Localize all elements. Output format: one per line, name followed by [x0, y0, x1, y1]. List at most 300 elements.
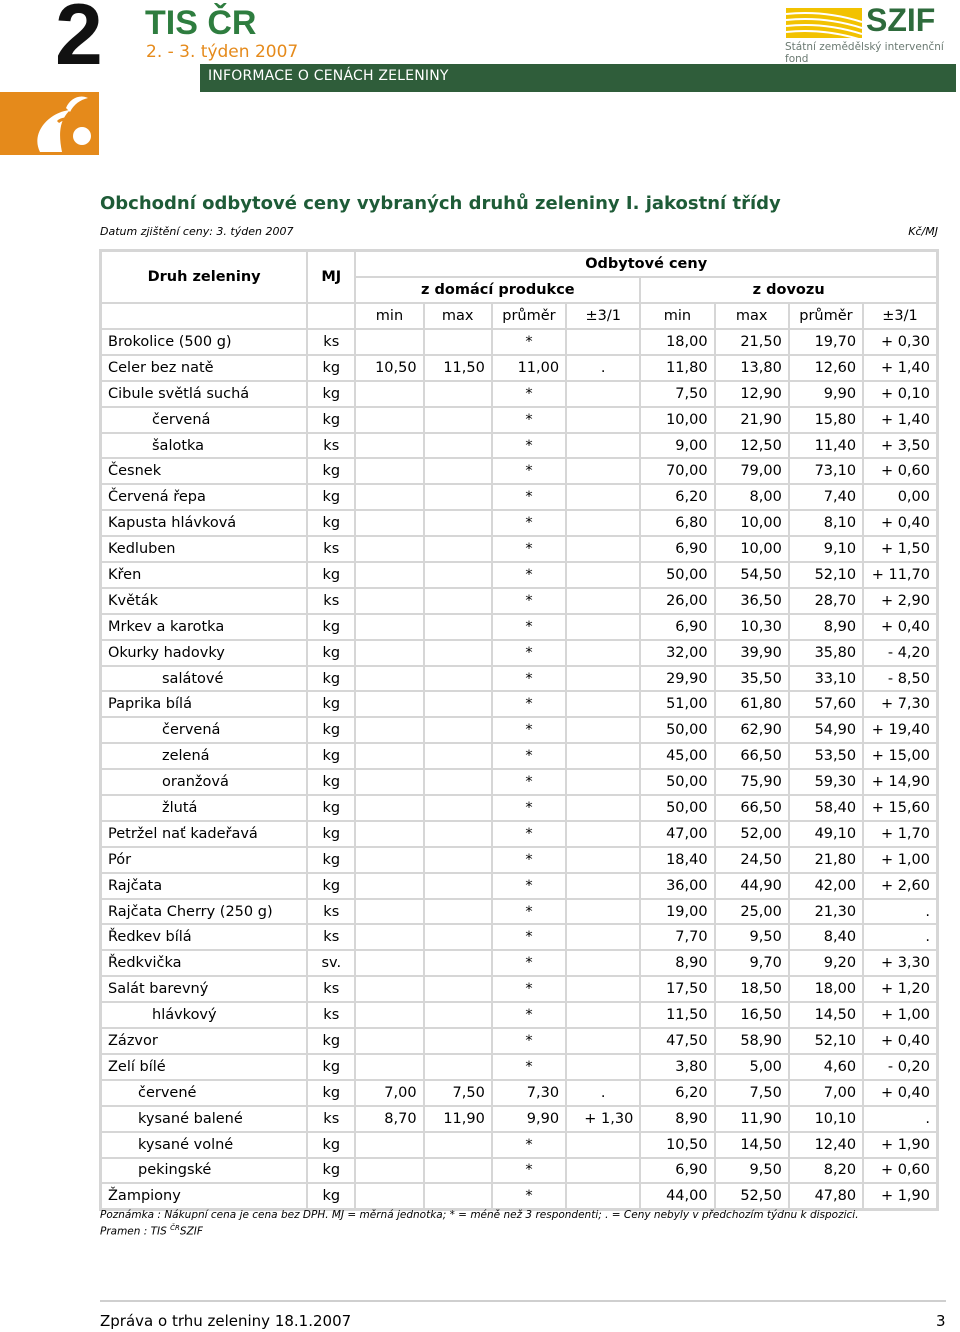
d-diff-cell	[566, 1183, 640, 1209]
d-max-cell: 11,90	[424, 1106, 492, 1132]
d-min-cell	[355, 407, 423, 433]
d-min-cell	[355, 614, 423, 640]
i-max-cell: 36,50	[715, 588, 789, 614]
table-row	[101, 795, 938, 821]
table-row	[101, 458, 938, 484]
vegetable-name: Křen	[101, 562, 308, 588]
d-diff-cell	[566, 588, 640, 614]
d-avg-cell: *	[492, 691, 566, 717]
i-min-cell: 6,90	[640, 536, 714, 562]
d-diff-cell	[566, 614, 640, 640]
i-diff-cell: + 1,90	[863, 1183, 937, 1209]
table-row	[101, 1028, 938, 1054]
i-max-cell: 35,50	[715, 666, 789, 692]
d-avg-cell: *	[492, 847, 566, 873]
i-min-cell: 3,80	[640, 1054, 714, 1080]
i-min-cell: 26,00	[640, 588, 714, 614]
d-avg-cell: *	[492, 407, 566, 433]
d-min-cell	[355, 329, 423, 355]
i-avg-cell: 28,70	[789, 588, 863, 614]
vegetable-name: Kapusta hlávková	[101, 510, 308, 536]
i-avg-cell: 49,10	[789, 821, 863, 847]
i-min-cell: 11,80	[640, 355, 714, 381]
d-max-cell	[424, 588, 492, 614]
section-band	[200, 64, 956, 92]
d-avg-cell: *	[492, 614, 566, 640]
source-line	[100, 1222, 859, 1239]
i-avg-cell: 11,40	[789, 433, 863, 459]
unit-cell: kg	[307, 717, 355, 743]
table-row	[101, 640, 938, 666]
d-max-cell	[424, 1158, 492, 1184]
d-avg-cell: *	[492, 1002, 566, 1028]
vegetable-name: Žampiony	[101, 1183, 308, 1209]
vegetable-name: Květák	[101, 588, 308, 614]
i-diff-cell: - 4,20	[863, 640, 937, 666]
i-avg-cell: 9,20	[789, 950, 863, 976]
footer-divider	[100, 1300, 946, 1302]
unit-cell: ks	[307, 588, 355, 614]
d-min-cell: 7,00	[355, 1080, 423, 1106]
i-avg-cell: 12,40	[789, 1132, 863, 1158]
d-diff-cell	[566, 407, 640, 433]
unit-cell: kg	[307, 691, 355, 717]
i-min-cell: 45,00	[640, 743, 714, 769]
d-max-cell	[424, 795, 492, 821]
d-diff-cell	[566, 899, 640, 925]
i-avg-cell: 54,90	[789, 717, 863, 743]
i-max-cell: 10,30	[715, 614, 789, 640]
i-diff-cell: + 1,20	[863, 976, 937, 1002]
d-diff-cell	[566, 795, 640, 821]
i-min-cell: 6,90	[640, 614, 714, 640]
i-min-cell: 50,00	[640, 562, 714, 588]
d-diff-cell	[566, 743, 640, 769]
d-max-cell	[424, 1054, 492, 1080]
d-max-cell	[424, 484, 492, 510]
table-row	[101, 847, 938, 873]
szif-subtitle: Státní zemědělský intervenční fond	[785, 41, 944, 65]
vegetable-name: červená	[101, 407, 308, 433]
vegetable-name: kysané volné	[101, 1132, 308, 1158]
d-diff-cell	[566, 1002, 640, 1028]
d-min-cell: 8,70	[355, 1106, 423, 1132]
i-min-cell: 6,80	[640, 510, 714, 536]
d-diff-cell	[566, 510, 640, 536]
i-avg-cell: 58,40	[789, 795, 863, 821]
i-min-cell: 50,00	[640, 769, 714, 795]
unit-cell: kg	[307, 1080, 355, 1106]
header-group: Odbytové ceny	[355, 251, 937, 278]
vegetable-name: Okurky hadovky	[101, 640, 308, 666]
unit-cell: ks	[307, 1106, 355, 1132]
i-avg-cell: 19,70	[789, 329, 863, 355]
d-min-cell	[355, 588, 423, 614]
unit-cell: ks	[307, 976, 355, 1002]
i-diff-cell: + 0,40	[863, 1080, 937, 1106]
d-avg-cell: *	[492, 588, 566, 614]
i-avg-cell: 21,30	[789, 899, 863, 925]
i-diff-cell: .	[863, 1106, 937, 1132]
unit-cell: kg	[307, 1054, 355, 1080]
header-max: max	[424, 303, 492, 329]
unit-cell: kg	[307, 795, 355, 821]
weeks-label: 2. - 3. týden 2007	[146, 42, 299, 62]
i-diff-cell: + 0,40	[863, 614, 937, 640]
unit-label: Kč/MJ	[908, 225, 938, 238]
table-row	[101, 1054, 938, 1080]
i-min-cell: 6,90	[640, 1158, 714, 1184]
d-diff-cell	[566, 924, 640, 950]
i-avg-cell: 33,10	[789, 666, 863, 692]
d-min-cell	[355, 666, 423, 692]
header-max: max	[715, 303, 789, 329]
d-max-cell	[424, 899, 492, 925]
i-min-cell: 70,00	[640, 458, 714, 484]
unit-cell: kg	[307, 407, 355, 433]
table-row	[101, 717, 938, 743]
d-max-cell	[424, 976, 492, 1002]
i-avg-cell: 57,60	[789, 691, 863, 717]
d-max-cell	[424, 666, 492, 692]
table-row	[101, 821, 938, 847]
i-avg-cell: 15,80	[789, 407, 863, 433]
i-diff-cell: + 0,40	[863, 510, 937, 536]
i-diff-cell: - 8,50	[863, 666, 937, 692]
i-min-cell: 19,00	[640, 899, 714, 925]
i-max-cell: 12,50	[715, 433, 789, 459]
i-avg-cell: 9,10	[789, 536, 863, 562]
d-min-cell	[355, 691, 423, 717]
i-diff-cell: + 3,50	[863, 433, 937, 459]
vegetable-logo-icon	[0, 92, 99, 155]
unit-cell: kg	[307, 1158, 355, 1184]
d-avg-cell: 9,90	[492, 1106, 566, 1132]
issue-number: 2	[55, 0, 103, 83]
d-avg-cell: *	[492, 484, 566, 510]
i-min-cell: 6,20	[640, 1080, 714, 1106]
d-diff-cell	[566, 691, 640, 717]
d-min-cell	[355, 640, 423, 666]
i-max-cell: 10,00	[715, 510, 789, 536]
d-diff-cell	[566, 536, 640, 562]
i-min-cell: 18,40	[640, 847, 714, 873]
vegetable-name: žlutá	[101, 795, 308, 821]
d-diff-cell	[566, 1028, 640, 1054]
d-min-cell	[355, 795, 423, 821]
unit-cell: kg	[307, 458, 355, 484]
i-diff-cell: + 0,40	[863, 1028, 937, 1054]
vegetable-name: pekingské	[101, 1158, 308, 1184]
i-avg-cell: 42,00	[789, 873, 863, 899]
i-avg-cell: 7,40	[789, 484, 863, 510]
unit-cell: ks	[307, 924, 355, 950]
i-max-cell: 18,50	[715, 976, 789, 1002]
price-table	[99, 249, 939, 1211]
d-avg-cell: *	[492, 1028, 566, 1054]
d-max-cell	[424, 329, 492, 355]
i-avg-cell: 18,00	[789, 976, 863, 1002]
unit-cell: ks	[307, 536, 355, 562]
d-max-cell	[424, 847, 492, 873]
unit-cell: kg	[307, 381, 355, 407]
d-avg-cell: *	[492, 821, 566, 847]
i-min-cell: 36,00	[640, 873, 714, 899]
vegetable-name: červené	[101, 1080, 308, 1106]
i-min-cell: 32,00	[640, 640, 714, 666]
vegetable-name: Červená řepa	[101, 484, 308, 510]
vegetable-name: Celer bez natě	[101, 355, 308, 381]
i-avg-cell: 47,80	[789, 1183, 863, 1209]
d-min-cell	[355, 536, 423, 562]
i-max-cell: 13,80	[715, 355, 789, 381]
vegetable-name: Brokolice (500 g)	[101, 329, 308, 355]
d-avg-cell: *	[492, 717, 566, 743]
d-max-cell	[424, 536, 492, 562]
unit-cell: kg	[307, 355, 355, 381]
i-diff-cell: - 0,20	[863, 1054, 937, 1080]
vegetable-name: Česnek	[101, 458, 308, 484]
d-avg-cell: *	[492, 769, 566, 795]
table-row	[101, 614, 938, 640]
i-avg-cell: 8,90	[789, 614, 863, 640]
i-max-cell: 9,50	[715, 1158, 789, 1184]
i-min-cell: 47,50	[640, 1028, 714, 1054]
d-min-cell	[355, 924, 423, 950]
d-min-cell	[355, 484, 423, 510]
vegetable-name: Rajčata Cherry (250 g)	[101, 899, 308, 925]
d-max-cell	[424, 458, 492, 484]
table-row	[101, 484, 938, 510]
i-diff-cell: + 15,00	[863, 743, 937, 769]
vegetable-name: kysané balené	[101, 1106, 308, 1132]
header-blank	[307, 303, 355, 329]
d-max-cell	[424, 407, 492, 433]
source-suffix: SZIF	[179, 1225, 203, 1238]
i-min-cell: 47,00	[640, 821, 714, 847]
i-max-cell: 52,50	[715, 1183, 789, 1209]
d-diff-cell	[566, 769, 640, 795]
table-row	[101, 381, 938, 407]
header-domestic: z domácí produkce	[355, 277, 640, 303]
d-min-cell	[355, 717, 423, 743]
i-max-cell: 16,50	[715, 1002, 789, 1028]
i-max-cell: 54,50	[715, 562, 789, 588]
d-diff-cell	[566, 640, 640, 666]
i-avg-cell: 59,30	[789, 769, 863, 795]
d-diff-cell	[566, 433, 640, 459]
d-max-cell	[424, 743, 492, 769]
i-max-cell: 7,50	[715, 1080, 789, 1106]
table-row	[101, 536, 938, 562]
d-max-cell	[424, 1002, 492, 1028]
d-diff-cell	[566, 717, 640, 743]
d-avg-cell: *	[492, 329, 566, 355]
d-avg-cell: *	[492, 381, 566, 407]
unit-cell: kg	[307, 666, 355, 692]
unit-cell: ks	[307, 433, 355, 459]
header-import: z dovozu	[640, 277, 937, 303]
header-mj: MJ	[307, 251, 355, 304]
i-avg-cell: 73,10	[789, 458, 863, 484]
i-max-cell: 66,50	[715, 743, 789, 769]
d-max-cell	[424, 562, 492, 588]
unit-cell: ks	[307, 1002, 355, 1028]
i-avg-cell: 21,80	[789, 847, 863, 873]
table-row	[101, 976, 938, 1002]
date-label: Datum zjištění ceny: 3. týden 2007	[100, 225, 294, 238]
i-min-cell: 17,50	[640, 976, 714, 1002]
d-max-cell: 11,50	[424, 355, 492, 381]
i-min-cell: 50,00	[640, 795, 714, 821]
i-diff-cell: + 1,40	[863, 355, 937, 381]
d-max-cell	[424, 691, 492, 717]
i-avg-cell: 52,10	[789, 1028, 863, 1054]
table-row	[101, 510, 938, 536]
header-avg: průměr	[789, 303, 863, 329]
i-diff-cell: .	[863, 924, 937, 950]
d-diff-cell	[566, 458, 640, 484]
i-max-cell: 5,00	[715, 1054, 789, 1080]
unit-cell: kg	[307, 614, 355, 640]
i-diff-cell: + 2,60	[863, 873, 937, 899]
i-max-cell: 8,00	[715, 484, 789, 510]
d-min-cell	[355, 743, 423, 769]
d-diff-cell: .	[566, 355, 640, 381]
unit-cell: kg	[307, 510, 355, 536]
d-min-cell	[355, 1002, 423, 1028]
d-min-cell	[355, 1028, 423, 1054]
table-row	[101, 1106, 938, 1132]
vegetable-name: šalotka	[101, 433, 308, 459]
unit-cell: kg	[307, 640, 355, 666]
i-avg-cell: 8,10	[789, 510, 863, 536]
d-avg-cell: 7,30	[492, 1080, 566, 1106]
d-avg-cell: *	[492, 458, 566, 484]
d-max-cell	[424, 821, 492, 847]
i-max-cell: 9,50	[715, 924, 789, 950]
i-max-cell: 62,90	[715, 717, 789, 743]
d-min-cell	[355, 1054, 423, 1080]
i-diff-cell: + 0,60	[863, 458, 937, 484]
table-row	[101, 562, 938, 588]
i-max-cell: 14,50	[715, 1132, 789, 1158]
d-diff-cell	[566, 950, 640, 976]
page-number: 3	[936, 1312, 946, 1330]
d-diff-cell	[566, 1054, 640, 1080]
i-max-cell: 79,00	[715, 458, 789, 484]
d-min-cell: 10,50	[355, 355, 423, 381]
table-row	[101, 355, 938, 381]
unit-cell: kg	[307, 484, 355, 510]
source-prefix: Pramen : TIS	[100, 1225, 171, 1238]
header-diff: ±3/1	[566, 303, 640, 329]
table-row	[101, 329, 938, 355]
i-avg-cell: 12,60	[789, 355, 863, 381]
vegetable-name: Pór	[101, 847, 308, 873]
d-min-cell	[355, 510, 423, 536]
vegetable-name: Ředkev bílá	[101, 924, 308, 950]
vegetable-name: Salát barevný	[101, 976, 308, 1002]
i-diff-cell: + 1,00	[863, 847, 937, 873]
d-avg-cell: *	[492, 976, 566, 1002]
d-min-cell	[355, 1183, 423, 1209]
d-avg-cell: *	[492, 510, 566, 536]
vegetable-name: Rajčata	[101, 873, 308, 899]
d-min-cell	[355, 950, 423, 976]
d-max-cell	[424, 769, 492, 795]
i-avg-cell: 53,50	[789, 743, 863, 769]
table-notes	[100, 1209, 859, 1239]
vegetable-name: salátové	[101, 666, 308, 692]
i-avg-cell: 10,10	[789, 1106, 863, 1132]
vegetable-name: Ředkvička	[101, 950, 308, 976]
i-diff-cell: + 1,40	[863, 407, 937, 433]
d-avg-cell: *	[492, 536, 566, 562]
unit-cell: kg	[307, 743, 355, 769]
i-diff-cell: + 1,90	[863, 1132, 937, 1158]
i-diff-cell: .	[863, 899, 937, 925]
d-avg-cell: *	[492, 1158, 566, 1184]
i-max-cell: 25,00	[715, 899, 789, 925]
note-text: Poznámka : Nákupní cena je cena bez DPH. MJ = měrná jednotka; * = méně než 3 respondenti; . = Ceny nebyly v předchozím týdnu k dispozici.	[100, 1209, 859, 1221]
i-max-cell: 61,80	[715, 691, 789, 717]
i-min-cell: 50,00	[640, 717, 714, 743]
d-diff-cell	[566, 329, 640, 355]
footer-text: Zpráva o trhu zeleniny 18.1.2007	[100, 1312, 352, 1330]
i-min-cell: 6,20	[640, 484, 714, 510]
i-avg-cell: 8,20	[789, 1158, 863, 1184]
unit-cell: kg	[307, 821, 355, 847]
d-min-cell	[355, 458, 423, 484]
d-max-cell	[424, 381, 492, 407]
i-avg-cell: 9,90	[789, 381, 863, 407]
table-body	[101, 329, 938, 1210]
vegetable-name: Paprika bílá	[101, 691, 308, 717]
d-max-cell	[424, 873, 492, 899]
unit-cell: kg	[307, 847, 355, 873]
szif-logo: SZIF	[866, 2, 936, 38]
header-type: Druh zeleniny	[101, 251, 308, 304]
i-avg-cell: 7,00	[789, 1080, 863, 1106]
i-avg-cell: 14,50	[789, 1002, 863, 1028]
d-max-cell	[424, 1028, 492, 1054]
d-max-cell	[424, 717, 492, 743]
d-max-cell	[424, 924, 492, 950]
table-row	[101, 924, 938, 950]
d-diff-cell	[566, 484, 640, 510]
d-diff-cell	[566, 873, 640, 899]
i-min-cell: 51,00	[640, 691, 714, 717]
table-row	[101, 950, 938, 976]
i-max-cell: 11,90	[715, 1106, 789, 1132]
unit-cell: kg	[307, 562, 355, 588]
i-diff-cell: + 1,00	[863, 1002, 937, 1028]
d-diff-cell	[566, 976, 640, 1002]
i-max-cell: 39,90	[715, 640, 789, 666]
i-avg-cell: 8,40	[789, 924, 863, 950]
d-avg-cell: *	[492, 924, 566, 950]
i-diff-cell: + 0,60	[863, 1158, 937, 1184]
i-min-cell: 29,90	[640, 666, 714, 692]
i-min-cell: 8,90	[640, 950, 714, 976]
source-sup: ČR	[170, 1224, 180, 1232]
table-row	[101, 407, 938, 433]
d-min-cell	[355, 1158, 423, 1184]
i-min-cell: 10,00	[640, 407, 714, 433]
d-avg-cell: *	[492, 433, 566, 459]
i-diff-cell: + 7,30	[863, 691, 937, 717]
